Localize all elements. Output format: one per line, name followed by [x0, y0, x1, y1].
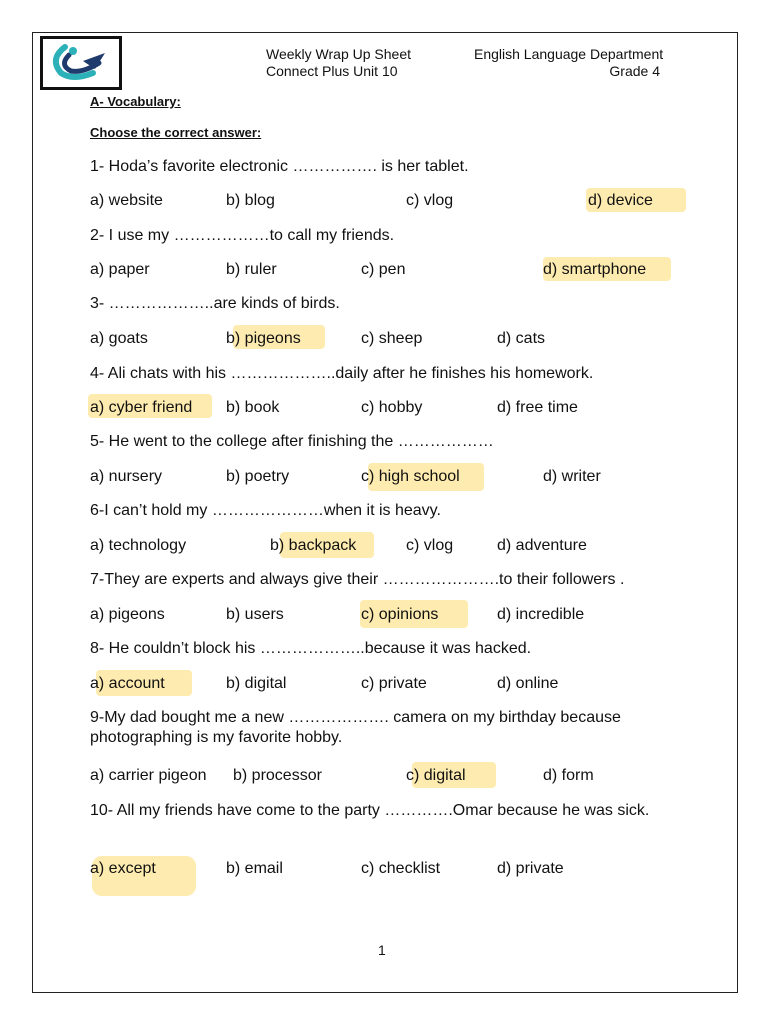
- option-d: d) cats: [497, 330, 546, 347]
- option-b: b) book: [226, 399, 280, 416]
- option-c: c) pen: [361, 261, 406, 278]
- option-d: d) adventure: [497, 537, 587, 554]
- header-right: [474, 46, 680, 80]
- option-c: c) vlog: [406, 537, 454, 554]
- grade-label: Grade 4: [609, 63, 660, 79]
- question-7: 7-They are experts and always give their ………………….to their followers .: [90, 571, 625, 588]
- header-left: [266, 46, 411, 80]
- option-a: a) goats: [90, 330, 148, 347]
- option-b: b) pigeons: [226, 330, 301, 347]
- option-a: a) cyber friend: [90, 399, 193, 416]
- option-b: b) processor: [233, 767, 322, 784]
- logo-swoosh-icon: [43, 39, 119, 87]
- option-c: c) opinions: [361, 606, 439, 623]
- option-a: a) except: [90, 860, 156, 877]
- option-b: b) ruler: [226, 261, 277, 278]
- question-10: 10- All my friends have come to the party ………….Omar because he was sick.: [90, 802, 650, 819]
- option-c: c) private: [361, 675, 427, 692]
- question-8: 8- He couldn’t block his ………………..because it was hacked.: [90, 640, 532, 657]
- option-d: d) incredible: [497, 606, 585, 623]
- option-b: b) email: [226, 860, 283, 877]
- question-1: 1- Hoda’s favorite electronic ……………. is her tablet.: [90, 158, 469, 175]
- option-c: c) high school: [361, 468, 460, 485]
- option-b: b) backpack: [270, 537, 357, 554]
- option-c: c) digital: [406, 767, 466, 784]
- unit-label: Connect Plus Unit 10: [266, 63, 398, 79]
- option-b: b) blog: [226, 192, 275, 209]
- section-instruction: Choose the correct answer:: [90, 125, 262, 140]
- section-title: A- Vocabulary:: [90, 94, 181, 109]
- option-a: a) carrier pigeon: [90, 767, 207, 784]
- option-c: c) checklist: [361, 860, 441, 877]
- sheet-title: Weekly Wrap Up Sheet: [266, 46, 411, 62]
- page-number: 1: [378, 942, 386, 958]
- option-a: a) technology: [90, 537, 187, 554]
- option-b: b) digital: [226, 675, 287, 692]
- option-d: d) writer: [543, 468, 601, 485]
- option-d: d) free time: [497, 399, 578, 416]
- option-d: d) form: [543, 767, 594, 784]
- question-4: 4- Ali chats with his ………………..daily after he finishes his homework.: [90, 365, 594, 382]
- option-c: c) vlog: [406, 192, 454, 209]
- question-5: 5- He went to the college after finishing the ………………: [90, 433, 494, 450]
- option-c: c) hobby: [361, 399, 423, 416]
- option-d: d) online: [497, 675, 559, 692]
- option-b: b) users: [226, 606, 284, 623]
- option-d: d) smartphone: [543, 261, 647, 278]
- question-9: 9-My dad bought me a new ………………. camera on my birthday because photographing is my favorite hobby.: [90, 709, 621, 746]
- option-a: a) nursery: [90, 468, 163, 485]
- option-a: a) paper: [90, 261, 150, 278]
- option-d: d) private: [497, 860, 564, 877]
- question-6: 6-I can’t hold my …………………when it is heavy.: [90, 502, 441, 519]
- question-2: 2- I use my ………………to call my friends.: [90, 227, 395, 244]
- department-label: English Language Department: [474, 46, 664, 62]
- option-d: d) device: [588, 192, 653, 209]
- school-logo: [40, 36, 122, 90]
- question-3: 3- ………………..are kinds of birds.: [90, 295, 340, 312]
- option-c: c) sheep: [361, 330, 423, 347]
- option-a: a) website: [90, 192, 163, 209]
- option-a: a) account: [90, 675, 165, 692]
- option-b: b) poetry: [226, 468, 290, 485]
- option-a: a) pigeons: [90, 606, 165, 623]
